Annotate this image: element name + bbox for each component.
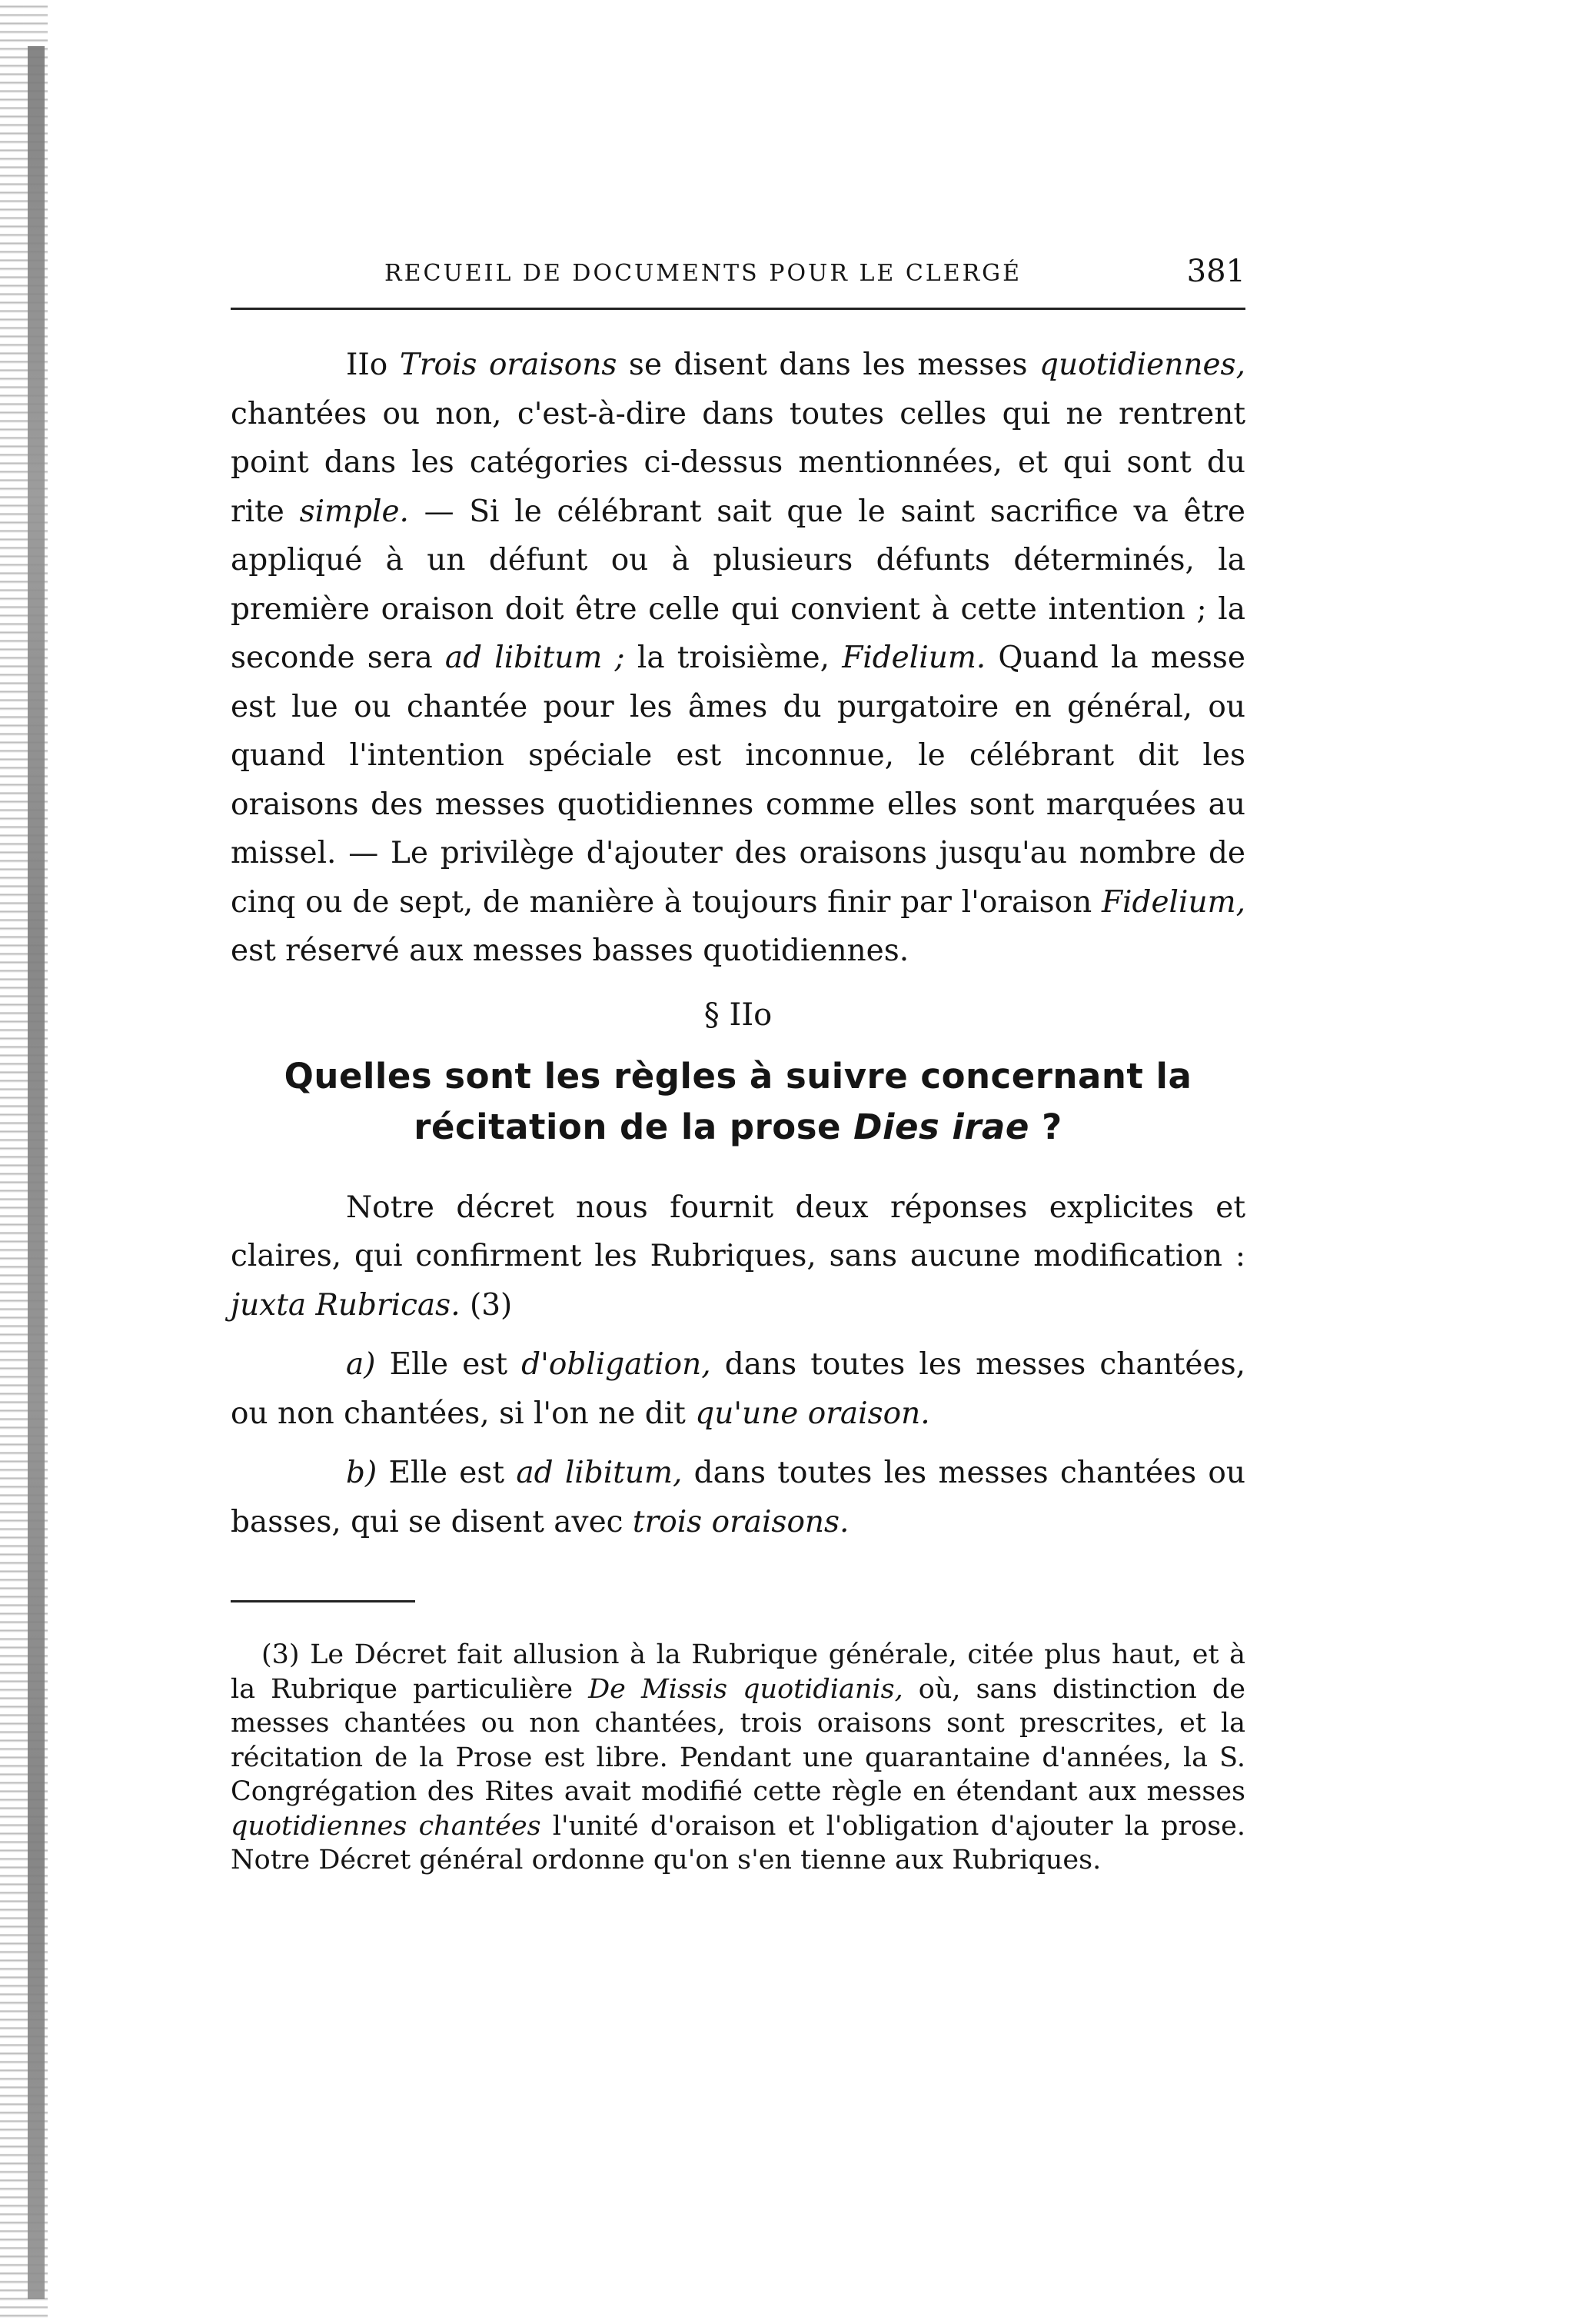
italic-run: d'obligation, (521, 1347, 711, 1382)
item-a (231, 1340, 1245, 1438)
running-title: RECUEIL DE DOCUMENTS POUR LE CLERGÉ (384, 260, 1022, 287)
text-run: dans toutes les messes chantées ou basses, qui se disent avec (231, 1456, 1246, 1539)
text-run: dans toutes les messes chantées, ou non chantées, si l'on ne dit (231, 1347, 1245, 1431)
italic-run: trois oraisons. (632, 1504, 850, 1539)
italic-run: qu'une oraison. (695, 1396, 930, 1431)
text-run: chantées ou non, c'est-à-dire dans toutes celles qui ne rentrent point dans les catégories ci-dessus mentionnées, et qui sont du rite (231, 396, 1245, 529)
text-run: se disent dans les messes (617, 348, 1040, 382)
italic-run: quotidiennes chantées (231, 1810, 541, 1842)
paragraph-trois-oraisons (231, 341, 1245, 976)
book-binding-edge (0, 0, 48, 2323)
page-number: 381 (1186, 254, 1245, 289)
item-b (231, 1449, 1245, 1546)
item-letter: a) (346, 1347, 376, 1382)
text-run: (3) Le Décret fait allusion à la Rubrique générale, citée plus haut, et à la Rubrique particulière (231, 1639, 1245, 1705)
italic-run: quotidiennes, (1039, 348, 1245, 382)
item-letter: b) (346, 1456, 377, 1490)
running-head (231, 254, 1245, 310)
text-run: la troisième, (624, 641, 843, 675)
italic-run: ad libitum, (516, 1456, 683, 1490)
book-page (231, 254, 1245, 1878)
italic-run: Trois oraisons (399, 348, 617, 382)
footnote-reference: (3) (460, 1287, 513, 1323)
italic-run: De Missis quotidianis, (588, 1673, 903, 1705)
text-run: l'unité d'oraison et l'obligation d'ajouter la prose. Notre Décret général ordonne qu'on s'en tienne aux Rubriques. (231, 1810, 1245, 1875)
text-run: Quand la messe est lue ou chantée pour les âmes du purgatoire en général, ou quand l'intention spéciale est inconnue, le célébrant dit les oraisons des messes quotidiennes comme elles sont marquées au missel. — Le privilège d'ajouter des oraisons jusqu'au nombre de cinq ou de sept, de manière à toujours finir par l'oraison (231, 641, 1245, 920)
italic-run: ad libitum ; (444, 641, 625, 675)
paragraph-notre-decret (231, 1183, 1245, 1330)
heading-text: ? (1029, 1106, 1062, 1147)
footnote-3 (231, 1638, 1245, 1878)
text-run: — Si le célébrant sait que le saint sacrifice va être appliqué à un défunt ou à plusieurs défunts déterminés, la première oraison doit être celle qui convient à cette intention ; la seconde sera (231, 494, 1246, 675)
text-run: est réservé aux messes basses quotidiennes. (231, 934, 909, 968)
heading-text: Quelles sont les règles à suivre concernant la récitation de la prose (284, 1055, 1192, 1147)
italic-run: juxta Rubricas. (231, 1287, 461, 1323)
italic-run: simple. (299, 494, 409, 529)
text-run: Notre décret nous fournit deux réponses explicites et claires, qui confirment les Rubriques, sans aucune modification : (231, 1190, 1245, 1273)
section-heading (231, 1051, 1245, 1153)
italic-run: Fidelium, (1101, 884, 1245, 920)
text-run: Elle est (377, 1456, 517, 1490)
section-mark: § IIo (703, 997, 773, 1033)
italic-run: Fidelium. (842, 641, 986, 675)
text-run: où, sans distinction de messes chantées ou non chantées, trois oraisons sont prescrites, et la récitation de la Prose est libre. Pendant une quarantaine d'années, la S. Congrégation des Rites avait modifié cette règle en étendant aux messes (231, 1673, 1245, 1807)
footnote-divider (231, 1600, 415, 1602)
heading-italic: Dies irae (853, 1106, 1029, 1147)
text-run: Elle est (375, 1347, 522, 1382)
text-run: IIo (346, 348, 400, 382)
